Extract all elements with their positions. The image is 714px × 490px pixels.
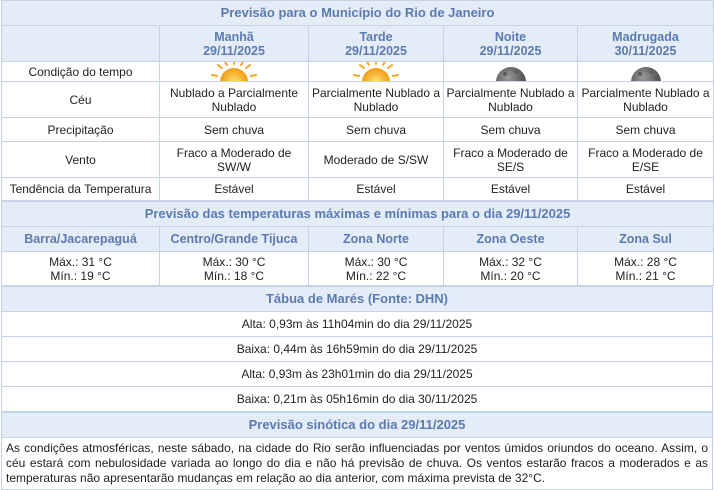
trend-morning: Estável [160,178,309,201]
zone-name: Zona Oeste [444,227,578,252]
row-label-wind: Vento [2,142,160,178]
wind-morning: Fraco a Moderado de SW/W [160,142,309,178]
precip-morning: Sem chuva [160,118,309,142]
row-label-condition: Condição do tempo [2,62,160,82]
sky-afternoon: Parcialmente Nublado a Nublado [309,82,444,118]
min-temp: Mín.: 21 °C [615,268,676,283]
precip-afternoon: Sem chuva [309,118,444,142]
tide-entry: Alta: 0,93m às 23h01min do dia 29/11/2025 [2,362,713,387]
tide-entry: Baixa: 0,44m às 16h59min do dia 29/11/2025 [2,337,713,362]
min-temp: Mín.: 22 °C [345,268,407,283]
zone-name: Zona Norte [309,227,444,252]
zone-name: Zona Sul [578,227,714,252]
synoptic-text: As condições atmosféricas, neste sábado, na cidade do Rio serão influenciadas por ventos úmidos oriundos do oceano. Assim, o céu estará com nebulosidade variada ao longo do dia e não há previsão de chuva. Os ventos estarão fracos a moderados e as temperaturas não apresentarão mudanças em relação ao dia anterior, com máxima prevista de 32°C. [2,438,713,490]
zone-temps-norte [309,252,444,286]
temperatures-table [1,201,714,286]
wind-night: Fraco a Moderado de SE/S [444,142,578,178]
sun-icon [353,62,399,81]
tide-entry: Baixa: 0,21m às 05h16min do dia 30/11/2025 [2,387,713,412]
zone-temps-barra [2,252,160,286]
period-date: 29/11/2025 [479,43,542,58]
wind-dawn: Fraco a Moderado de E/SE [578,142,714,178]
tide-entry: Alta: 0,93m às 11h04min do dia 29/11/2025 [2,312,713,337]
moon-icon [491,62,531,81]
period-header-afternoon [309,26,444,62]
row-label-precipitation: Precipitação [2,118,160,142]
forecast-title: Previsão para o Município do Rio de Janeiro [2,1,714,26]
min-temp: Mín.: 18 °C [203,268,265,283]
zone-temps-sul [578,252,714,286]
moon-icon [626,62,666,81]
period-header-morning [160,26,309,62]
max-temp: Máx.: 30 °C [202,254,266,269]
period-header-dawn [578,26,714,62]
sky-dawn: Parcialmente Nublado a Nublado [578,82,714,118]
min-temp: Mín.: 19 °C [50,268,111,283]
precip-night: Sem chuva [444,118,578,142]
condition-morning [160,62,309,82]
trend-dawn: Estável [578,178,714,201]
synoptic-table [1,412,713,490]
max-temp: Máx.: 28 °C [614,254,677,269]
min-temp: Mín.: 20 °C [480,268,541,283]
period-name: Madrugada [612,29,679,44]
condition-dawn [578,62,714,82]
precip-dawn: Sem chuva [578,118,714,142]
max-temp: Máx.: 31 °C [49,254,112,269]
period-date: 30/11/2025 [614,43,677,58]
sun-icon [211,62,257,81]
row-label-temp-trend: Tendência da Temperatura [2,178,160,201]
sky-morning: Nublado a Parcialmente Nublado [160,82,309,118]
tides-title: Tábua de Marés (Fonte: DHN) [2,287,713,312]
sky-night: Parcialmente Nublado a Nublado [444,82,578,118]
tides-table [1,286,713,412]
period-date: 29/11/2025 [203,43,265,58]
zone-name: Centro/Grande Tijuca [160,227,309,252]
period-name: Manhã [214,29,254,44]
condition-night [444,62,578,82]
row-label-sky: Céu [2,82,160,118]
max-temp: Máx.: 30 °C [344,254,408,269]
forecast-table [1,0,714,201]
trend-afternoon: Estável [309,178,444,201]
period-name: Tarde [359,29,393,44]
zone-temps-oeste [444,252,578,286]
trend-night: Estável [444,178,578,201]
synoptic-title: Previsão sinótica do dia 29/11/2025 [2,413,713,438]
period-header-night [444,26,578,62]
condition-afternoon [309,62,444,82]
max-temp: Máx.: 32 °C [479,254,542,269]
zone-name: Barra/Jacarepaguá [2,227,160,252]
temperatures-title: Previsão das temperaturas máximas e mínimas para o dia 29/11/2025 [2,202,714,227]
period-name: Noite [494,29,527,44]
zone-temps-centro [160,252,309,286]
corner-cell [2,26,160,62]
period-date: 29/11/2025 [345,43,407,58]
wind-afternoon: Moderado de S/SW [309,142,444,178]
